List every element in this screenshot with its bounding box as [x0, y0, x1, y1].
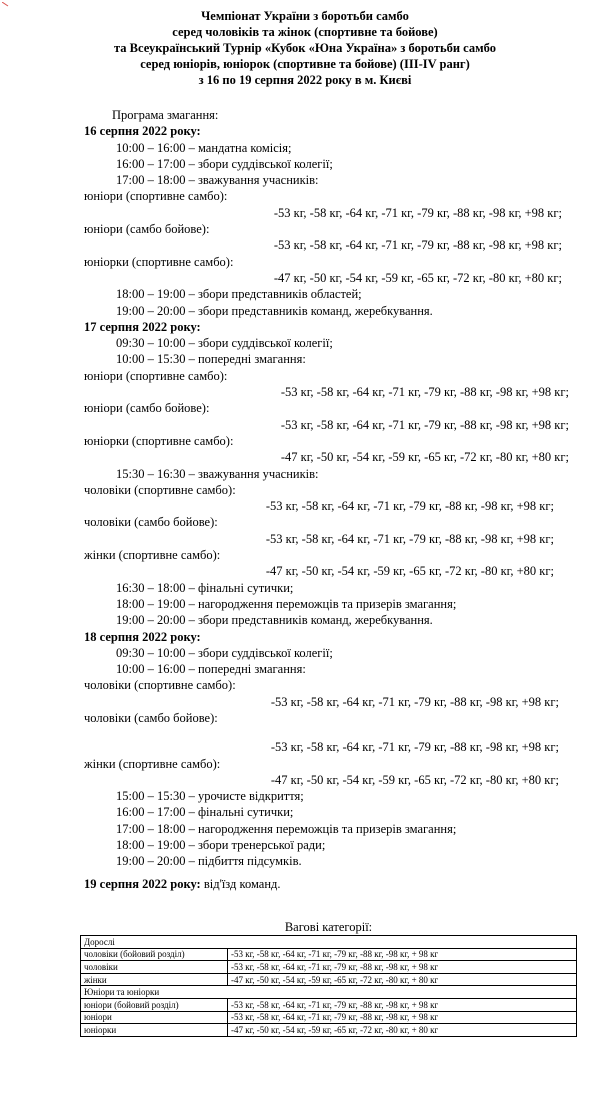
weight-list-line — [84, 739, 574, 755]
table-row — [81, 998, 577, 1011]
table-row — [81, 986, 577, 999]
weight-list-line — [84, 237, 574, 253]
weight-list-line — [84, 531, 574, 547]
weight-list-line — [84, 205, 574, 221]
participant-group: чоловіки (спортивне самбо): — [84, 482, 236, 497]
departure-date: 19 серпня 2022 року: — [84, 877, 201, 891]
participant-group: юніори (самбо бойове): — [84, 222, 210, 237]
participant-group: жінки (спортивне самбо): — [84, 756, 221, 771]
weight-categories-title: Вагові категорії: — [284, 920, 373, 934]
category-label: юніори (бойовий розділ) — [81, 998, 228, 1011]
table-section-heading: Юніори та юніорки — [81, 986, 577, 999]
participant-group: чоловіки (самбо бойове): — [84, 710, 218, 725]
participant-group: чоловіки (самбо бойове): — [84, 515, 218, 530]
table-section-heading: Дорослі — [81, 936, 577, 949]
participant-group: жінки (спортивне самбо): — [84, 548, 221, 563]
participant-group: юніорки (спортивне самбо): — [84, 433, 234, 448]
category-label: юніорки — [81, 1024, 228, 1037]
table-row — [81, 936, 577, 949]
weight-list: -47 кг, -50 кг, -54 кг, -59 кг, -65 кг, -72 кг, -80 кг, +80 кг; — [270, 772, 559, 787]
participant-group: чоловіки (спортивне самбо): — [84, 678, 236, 693]
category-weights: -47 кг, -50 кг, -54 кг, -59 кг, -65 кг, -72 кг, -80 кг, + 80 кг — [228, 973, 577, 986]
category-label: чоловіки — [81, 961, 228, 974]
weight-list: -53 кг, -58 кг, -64 кг, -71 кг, -79 кг, -88 кг, -98 кг, +98 кг; — [280, 417, 569, 432]
schedule-event: 19:00 – 20:00 – підбиття підсумків. — [116, 854, 302, 869]
table-row — [81, 961, 577, 974]
header-line: серед чоловіків та жінок (спортивне та бойове) — [172, 25, 438, 39]
day-date: 17 серпня 2022 року: — [84, 319, 201, 334]
weight-list: -47 кг, -50 кг, -54 кг, -59 кг, -65 кг, -72 кг, -80 кг, +80 кг; — [273, 270, 562, 285]
participant-group: юніорки (спортивне самбо): — [84, 254, 234, 269]
weight-list: -53 кг, -58 кг, -64 кг, -71 кг, -79 кг, -88 кг, -98 кг, +98 кг; — [265, 531, 554, 546]
schedule-event: 10:00 – 16:00 – мандатна комісія; — [116, 140, 292, 155]
weight-list: -53 кг, -58 кг, -64 кг, -71 кг, -79 кг, -88 кг, -98 кг, +98 кг; — [280, 385, 569, 400]
header-line: Чемпіонат України з боротьби самбо — [201, 9, 409, 23]
category-label: жінки — [81, 973, 228, 986]
participant-group: юніори (самбо бойове): — [84, 401, 210, 416]
schedule-event: 09:30 – 10:00 – збори суддівської колегії; — [116, 645, 333, 660]
weight-list: -53 кг, -58 кг, -64 кг, -71 кг, -79 кг, -88 кг, -98 кг, +98 кг; — [270, 694, 559, 709]
table-row — [81, 973, 577, 986]
weight-list: -53 кг, -58 кг, -64 кг, -71 кг, -79 кг, -88 кг, -98 кг, +98 кг; — [270, 740, 559, 755]
category-weights: -53 кг, -58 кг, -64 кг, -71 кг, -79 кг, -88 кг, -98 кг, + 98 кг — [228, 961, 577, 974]
weight-list: -47 кг, -50 кг, -54 кг, -59 кг, -65 кг, -72 кг, -80 кг, +80 кг; — [280, 450, 569, 465]
header-line: серед юніорів, юніорок (спортивне та бойове) (ІІІ-ІV ранг) — [140, 57, 470, 71]
weight-list: -47 кг, -50 кг, -54 кг, -59 кг, -65 кг, -72 кг, -80 кг, +80 кг; — [265, 564, 554, 579]
weight-list: -53 кг, -58 кг, -64 кг, -71 кг, -79 кг, -88 кг, -98 кг, +98 кг; — [265, 499, 554, 514]
program-title: Програма змагання: — [112, 108, 219, 122]
category-weights: -47 кг, -50 кг, -54 кг, -59 кг, -65 кг, -72 кг, -80 кг, + 80 кг — [228, 1024, 577, 1037]
table-row — [81, 948, 577, 961]
corner-mark-icon — [2, 2, 10, 10]
category-weights: -53 кг, -58 кг, -64 кг, -71 кг, -79 кг, -88 кг, -98 кг, + 98 кг — [228, 1011, 577, 1024]
schedule-event: 16:00 – 17:00 – збори суддівської колегії; — [116, 156, 333, 171]
schedule-event: 15:00 – 15:30 – урочисте відкриття; — [116, 789, 304, 804]
weight-list-line — [84, 384, 574, 400]
schedule-event: 19:00 – 20:00 – збори представників команд, жеребкування. — [116, 613, 433, 628]
participant-group: юніори (спортивне самбо): — [84, 189, 228, 204]
header-line: та Всеукраїнський Турнір «Кубок «Юна Україна» з боротьби самбо — [114, 41, 496, 55]
schedule-event: 18:00 – 19:00 – збори тренерської ради; — [116, 838, 326, 853]
weight-list-line — [84, 563, 574, 579]
weight-list-line — [84, 417, 574, 433]
weight-list-line — [84, 498, 574, 514]
table-row — [81, 1011, 577, 1024]
document-header — [60, 8, 550, 88]
category-label: юніори — [81, 1011, 228, 1024]
schedule-event: 18:00 – 19:00 – збори представників областей; — [116, 287, 362, 302]
category-weights: -53 кг, -58 кг, -64 кг, -71 кг, -79 кг, -88 кг, -98 кг, + 98 кг — [228, 998, 577, 1011]
schedule-event: 17:00 – 18:00 – зважування учасників: — [116, 173, 319, 188]
category-weights: -53 кг, -58 кг, -64 кг, -71 кг, -79 кг, -88 кг, -98 кг, + 98 кг — [228, 948, 577, 961]
header-line: з 16 по 19 серпня 2022 року в м. Києві — [198, 73, 412, 87]
schedule-event: 10:00 – 16:00 – попередні змагання: — [116, 662, 306, 677]
schedule-event: 15:30 – 16:30 – зважування учасників: — [116, 466, 319, 481]
weight-list-line — [84, 449, 574, 465]
schedule-event: 16:30 – 18:00 – фінальні сутички; — [116, 580, 294, 595]
day-date: 16 серпня 2022 року: — [84, 124, 201, 139]
table-row — [81, 1024, 577, 1037]
weight-list: -53 кг, -58 кг, -64 кг, -71 кг, -79 кг, -88 кг, -98 кг, +98 кг; — [273, 238, 562, 253]
schedule-event: 18:00 – 19:00 – нагородження переможців та призерів змагання; — [116, 596, 457, 611]
departure-text: від'їзд команд. — [200, 877, 281, 891]
weight-list: -53 кг, -58 кг, -64 кг, -71 кг, -79 кг, -88 кг, -98 кг, +98 кг; — [273, 205, 562, 220]
participant-group: юніори (спортивне самбо): — [84, 368, 228, 383]
day-date: 18 серпня 2022 року: — [84, 629, 201, 644]
schedule-event: 09:30 – 10:00 – збори суддівської колегії; — [116, 336, 333, 351]
schedule-event: 16:00 – 17:00 – фінальні сутички; — [116, 805, 294, 820]
weight-list-line — [84, 772, 574, 788]
weight-categories-table — [80, 935, 577, 1037]
competition-program — [84, 107, 574, 870]
weight-list-line — [84, 270, 574, 286]
weight-list-line — [84, 694, 574, 710]
category-label: чоловіки (бойовий розділ) — [81, 948, 228, 961]
schedule-event: 19:00 – 20:00 – збори представників команд, жеребкування. — [116, 303, 433, 318]
schedule-event: 17:00 – 18:00 – нагородження переможців та призерів змагання; — [116, 821, 457, 836]
schedule-event: 10:00 – 15:30 – попередні змагання: — [116, 352, 306, 367]
departure-line — [84, 876, 281, 892]
